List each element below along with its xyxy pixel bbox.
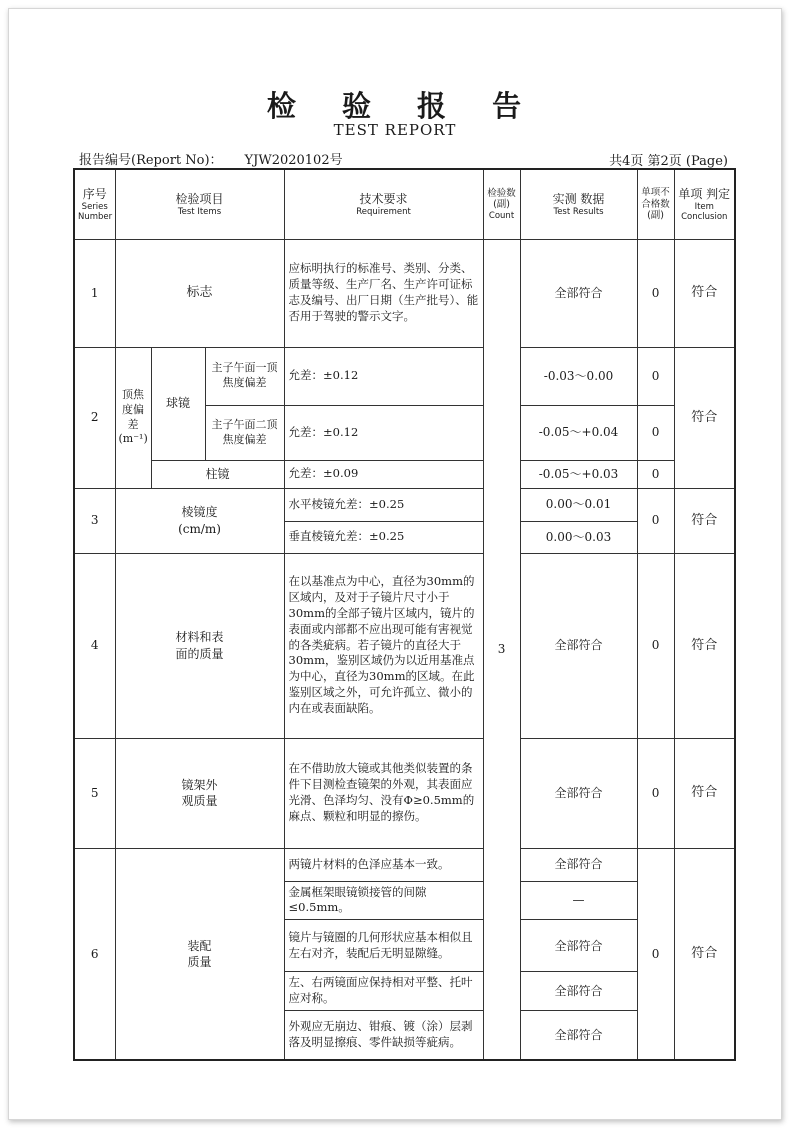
count-cell: 3 [483,239,520,1060]
row-fail-count: 0 [637,488,674,553]
row-item [115,848,284,1060]
row-fail-count: 0 [637,460,674,488]
row-item-line2: 观质量 [181,794,218,808]
col-header-results: 实测 数据 Test Results [520,169,637,239]
table-row [74,488,735,521]
table-row [74,553,735,738]
row-result: 全部符合 [520,972,637,1011]
row-seq: 6 [74,848,115,1060]
row-requirement: 允差：±0.09 [284,460,483,488]
row-conclusion: 符合 [674,347,735,488]
row-result: -0.03～0.00 [520,347,637,405]
row-item-line1: 镜架外 [181,777,218,792]
page-info: 共4页 第2页 (Page) [609,154,728,169]
row-seq: 3 [74,488,115,553]
row-fail-count: 0 [637,738,674,848]
row-result: 全部符合 [520,239,637,347]
col-header-requirement: 技术要求 Requirement [284,169,483,239]
row-requirement: 允差：±0.12 [284,405,483,460]
row-result: -0.05～+0.03 [520,460,637,488]
row-conclusion: 符合 [674,738,735,848]
row-requirement: 左、右两镜面应保持相对平整、托叶应对称。 [284,972,483,1011]
row-item-line2: (cm/m) [178,521,221,536]
report-number-value: YJW2020102号 [244,153,343,168]
row-subitem: 主子午面一顶焦度偏差 [205,347,284,405]
row-result: 0.00～0.01 [520,488,637,521]
row-requirement: 两镜片材料的色泽应基本一致。 [284,848,483,881]
col-header-conclusion: 单项 判定 Item Conclusion [674,169,735,239]
row-group: 顶焦度偏差(m⁻¹) [115,347,151,488]
row-fail-count: 0 [637,553,674,738]
report-number-label: 报告编号(Report No)： [79,153,223,168]
test-results-table [73,168,736,1061]
row-conclusion: 符合 [674,553,735,738]
row-conclusion: 符合 [674,239,735,347]
row-result: 全部符合 [520,848,637,881]
row-seq: 5 [74,738,115,848]
row-requirement: 在不借助放大镜或其他类似装置的条件下目测检查镜架的外观，其表面应光滑、色泽均匀、没有Φ≥0.5mm的麻点、颗粒和明显的擦伤。 [284,738,483,848]
table-row [74,460,735,488]
row-item-line1: 装配 [187,938,212,953]
row-requirement: 金属框架眼镜锁接管的间隙≤0.5mm。 [284,881,483,920]
row-seq: 4 [74,553,115,738]
col-header-seq: 序号 Series Number [74,169,115,239]
row-requirement: 应标明执行的标准号、类别、分类、质量等级、生产厂名、生产许可证标志及编号、出厂日期（生产批号）、能否用于驾驶的警示文字。 [284,239,483,347]
row-result: 全部符合 [520,553,637,738]
row-item [115,738,284,848]
report-title: 检 验 报 告 [266,89,540,123]
row-requirement: 垂直棱镜允差：±0.25 [284,521,483,553]
row-fail-count: 0 [637,405,674,460]
row-item-line2: 质量 [187,954,212,969]
col-header-count: 检验数 (副) Count [483,169,520,239]
table-row [74,848,735,881]
col-header-fail-count: 单项不 合格数 (副) [637,169,674,239]
row-result: 全部符合 [520,920,637,972]
row-fail-count: 0 [637,239,674,347]
row-fail-count: 0 [637,347,674,405]
row-conclusion: 符合 [674,488,735,553]
test-results-table-wrapper [73,168,734,1056]
row-result: 全部符合 [520,738,637,848]
row-requirement: 水平棱镜允差：±0.25 [284,488,483,521]
row-subgroup: 球镜 [151,347,205,460]
row-requirement: 外观应无崩边、钳痕、镀（涂）层剥落及明显擦痕、零件缺损等疵病。 [284,1010,483,1060]
row-requirement: 在以基准点为中心，直径为30mm的区域内，及对于子镜片尺寸小于30mm的全部子镜片区域内，镜片的表面或内部都不应出现可能有害视觉的各类疵病。若子镜片的直径大于30mm，鉴别区域仍为以近用基准点为中心，直径为30mm的区域。在此鉴别区域之外，可允许孤立、微小的内在或表面缺陷。 [284,553,483,738]
row-fail-count: 0 [637,848,674,1060]
row-requirement: 镜片与镜圈的几何形状应基本相似且左右对齐，装配后无明显隙缝。 [284,920,483,972]
table-row [74,239,735,347]
row-seq: 2 [74,347,115,488]
row-result: -0.05～+0.04 [520,405,637,460]
row-item: 标志 [115,239,284,347]
row-item [115,553,284,738]
table-header-row [74,169,735,239]
row-seq: 1 [74,239,115,347]
table-row [74,347,735,405]
row-conclusion: 符合 [674,848,735,1060]
row-result: 0.00～0.03 [520,521,637,553]
row-subitem: 主子午面二顶焦度偏差 [205,405,284,460]
row-item-line1: 材料和表 [175,630,224,645]
report-subtitle: TEST REPORT [333,121,457,139]
row-item-line2: 面的质量 [175,646,224,661]
col-header-item: 检验项目 Test Items [115,169,284,239]
row-item [115,488,284,553]
row-result: — [520,881,637,920]
row-subitem: 柱镜 [151,460,284,488]
report-number [79,149,343,168]
row-item-line1: 棱镜度 [181,505,218,520]
table-row [74,738,735,848]
row-requirement: 允差：±0.12 [284,347,483,405]
row-result: 全部符合 [520,1010,637,1060]
